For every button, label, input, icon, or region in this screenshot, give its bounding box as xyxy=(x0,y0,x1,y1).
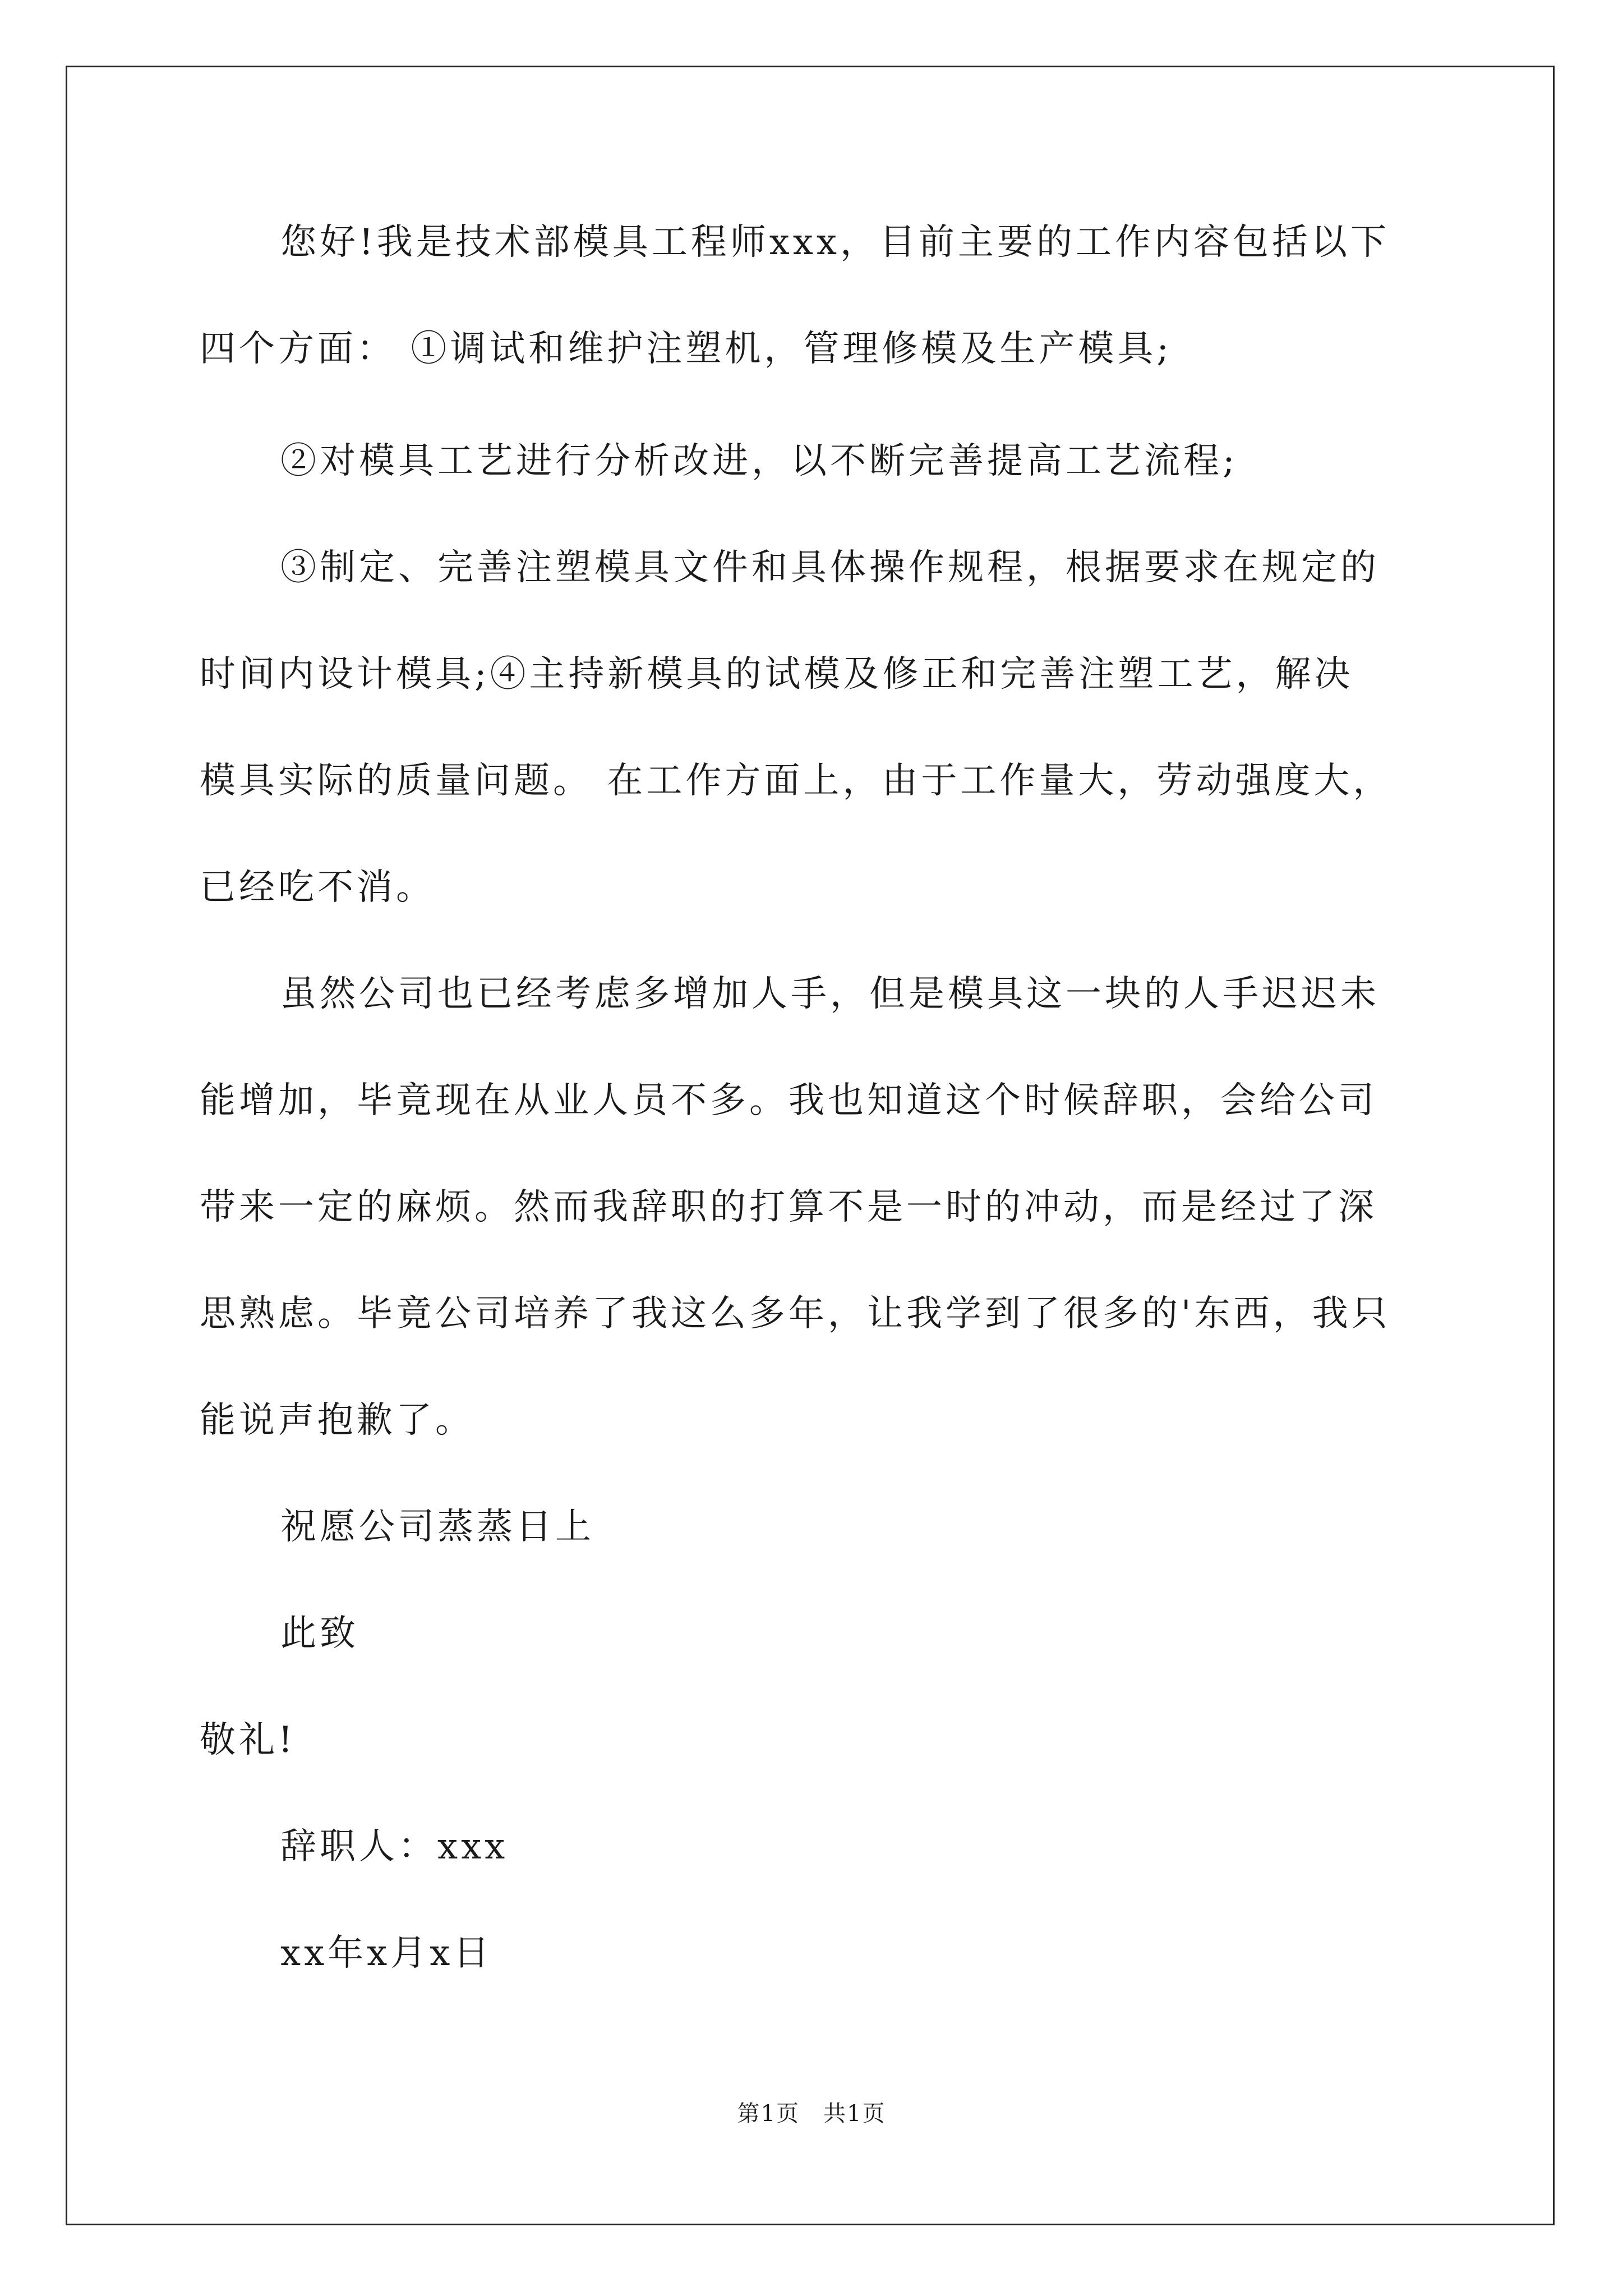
closing-wish: 祝愿公司蒸蒸日上 xyxy=(280,1506,594,1548)
date-line: xx年x月x日 xyxy=(280,1932,493,1974)
body-line-1: 您好!我是技术部模具工程师xxx，目前主要的工作内容包括以下 xyxy=(280,222,1390,263)
body-line-3: ②对模具工艺进行分析改进，以不断完善提高工艺流程; xyxy=(280,440,1238,482)
closing-cizhi: 此致 xyxy=(280,1613,359,1654)
body-line-2: 四个方面： ①调试和维护注塑机，管理修模及生产模具; xyxy=(200,328,1172,370)
body-line-9: 能增加，毕竟现在从业人员不多。我也知道这个时候辞职，会给公司 xyxy=(200,1080,1377,1121)
signature-line: 辞职人：xxx xyxy=(280,1826,509,1867)
body-line-12: 能说声抱歉了。 xyxy=(200,1400,474,1441)
body-line-11: 思熟虑。毕竟公司培养了我这么多年，让我学到了很多的'东西，我只 xyxy=(200,1293,1391,1335)
closing-jingli: 敬礼! xyxy=(200,1719,296,1761)
body-line-8: 虽然公司也已经考虑多增加人手，但是模具这一块的人手迟迟未 xyxy=(280,973,1380,1015)
body-line-10: 带来一定的麻烦。然而我辞职的打算不是一时的冲动，而是经过了深 xyxy=(200,1186,1377,1228)
body-line-6: 模具实际的质量问题。 在工作方面上，由于工作量大，劳动强度大， xyxy=(200,760,1393,802)
page-footer: 第1页 共1页 xyxy=(737,2101,886,2127)
body-line-5: 时间内设计模具;④主持新模具的试模及修正和完善注塑工艺，解决 xyxy=(200,654,1354,695)
body-line-7: 已经吃不消。 xyxy=(200,867,435,908)
body-line-4: ③制定、完善注塑模具文件和具体操作规程，根据要求在规定的 xyxy=(280,547,1380,588)
page-border xyxy=(66,66,1555,2225)
